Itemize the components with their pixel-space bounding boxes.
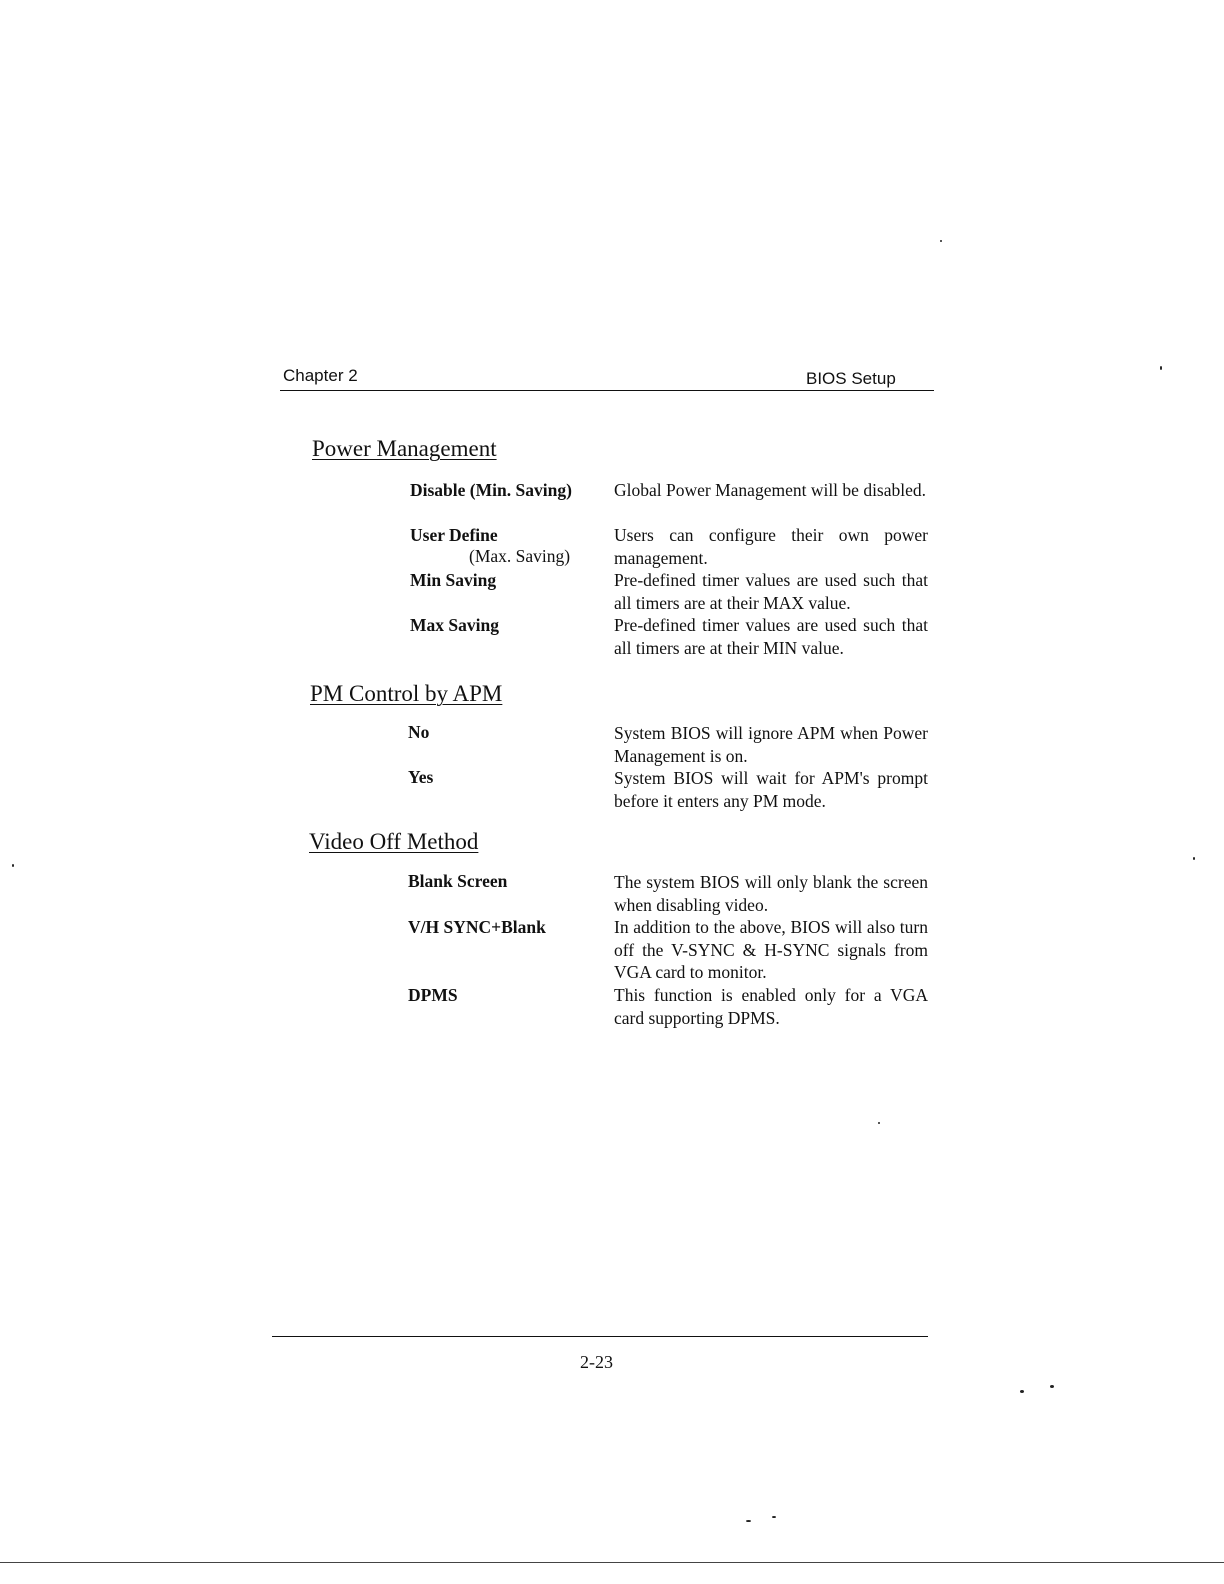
option-label-blank-screen: Blank Screen (408, 871, 508, 891)
option-label-user-define: User Define (410, 525, 498, 545)
header-chapter: Chapter 2 (283, 366, 358, 385)
scan-speck (746, 1520, 751, 1522)
scan-speck (1020, 1390, 1024, 1393)
scan-speck (940, 240, 942, 242)
section-title-pm-control-by-apm: PM Control by APM (310, 681, 503, 706)
option-desc-yes: System BIOS will wait for APM's prompt before it enters any PM mode. (614, 768, 928, 811)
option-desc-vh-sync-blank: In addition to the above, BIOS will also turn off the V-SYNC & H-SYNC signals from VGA card to monitor. (614, 917, 928, 982)
option-desc-dpms: This function is enabled only for a VGA card supporting DPMS. (614, 985, 928, 1028)
option-desc-blank-screen: The system BIOS will only blank the screen when disabling video. (614, 872, 928, 915)
header-rule (280, 390, 934, 391)
option-desc-min-saving: Pre-defined timer values are used such that all timers are at their MAX value. (614, 570, 928, 613)
scan-speck (878, 1122, 880, 1124)
scan-speck (1050, 1385, 1054, 1388)
scan-speck (1193, 857, 1195, 860)
option-label-disable: Disable (Min. Saving) (410, 480, 572, 500)
option-sublabel-user-define: (Max. Saving) (469, 546, 571, 566)
footer-rule (272, 1336, 928, 1337)
option-desc-disable: Global Power Management will be disabled. (614, 480, 927, 500)
page-number: 2-23 (580, 1352, 613, 1372)
option-label-max-saving: Max Saving (410, 615, 499, 635)
scan-speck (1160, 366, 1162, 370)
option-desc-user-define: Users can configure their own power management. (614, 525, 928, 568)
section-title-power-management: Power Management (312, 436, 497, 461)
option-label-vh-sync-blank: V/H SYNC+Blank (408, 917, 546, 937)
scan-edge-line (0, 1562, 1224, 1563)
option-label-min-saving: Min Saving (410, 570, 497, 590)
header-title: BIOS Setup (806, 369, 896, 388)
option-label-yes: Yes (408, 767, 434, 787)
option-label-no: No (408, 722, 430, 742)
option-desc-max-saving: Pre-defined timer values are used such that all timers are at their MIN value. (614, 615, 928, 658)
scan-speck (772, 1516, 776, 1518)
option-label-dpms: DPMS (408, 985, 458, 1005)
option-desc-no: System BIOS will ignore APM when Power Management is on. (614, 723, 928, 766)
scan-speck (12, 864, 14, 867)
section-title-video-off-method: Video Off Method (309, 829, 479, 854)
